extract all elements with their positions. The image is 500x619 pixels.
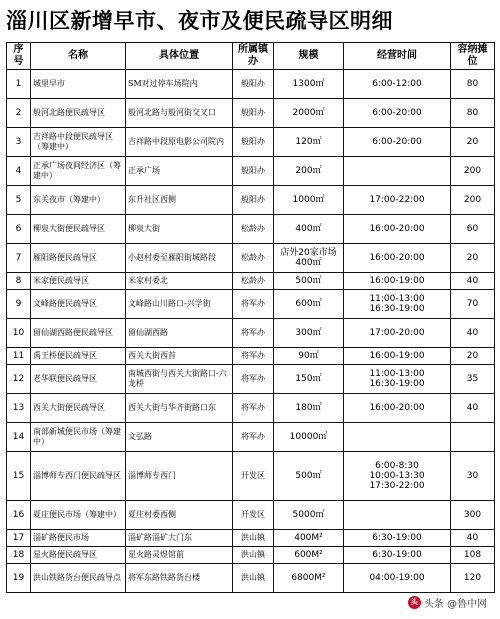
cell-district: 松龄办 [233, 244, 274, 273]
cell-stalls: 40 [451, 394, 495, 423]
cell-scale: 90㎡ [274, 348, 344, 365]
cell-district: 将军办 [233, 394, 274, 423]
table-row [7, 290, 495, 319]
cell-hours: 17:00-20:00 [344, 319, 451, 348]
cell-location: 留仙湖西路 [126, 319, 233, 348]
cell-name: 般河北路便民疏导区 [31, 99, 126, 128]
cell-hours: 16:00-19:00 [344, 348, 451, 365]
cell-index: 11 [7, 348, 31, 365]
table-row [7, 365, 495, 394]
cell-location: 淄矿路淄矿大门东 [126, 530, 233, 547]
cell-district: 将军办 [233, 319, 274, 348]
cell-index: 8 [7, 273, 31, 290]
cell-hours: 16:00-20:00 [344, 244, 451, 273]
cell-scale: 300㎡ [274, 319, 344, 348]
cell-stalls: 60 [451, 215, 495, 244]
table-row [7, 99, 495, 128]
col-header-hours: 经营时间 [344, 43, 451, 70]
cell-stalls: 40 [451, 273, 495, 290]
cell-hours: 6:00-20:00 [344, 99, 451, 128]
table-row [7, 186, 495, 215]
cell-index: 10 [7, 319, 31, 348]
cell-district: 洪山镇 [233, 547, 274, 564]
cell-name: 吉祥路中段便民疏导区（筹建中） [31, 128, 126, 157]
cell-district: 将军办 [233, 348, 274, 365]
cell-stalls: 20 [451, 128, 495, 157]
cell-name: 西关大街便民疏导区 [31, 394, 126, 423]
cell-district: 将军办 [233, 365, 274, 394]
cell-district: 般阳办 [233, 157, 274, 186]
cell-stalls: 120 [451, 564, 495, 593]
cell-stalls: 40 [451, 319, 495, 348]
cell-location: 米家村委北 [126, 273, 233, 290]
table-body [7, 70, 495, 593]
cell-name: 淄博师专西门便民疏导区 [31, 452, 126, 501]
col-header-name: 名称 [31, 43, 126, 70]
cell-name: 留仙湖西路便民疏导区 [31, 319, 126, 348]
cell-stalls [451, 423, 495, 452]
cell-hours: 6:30-19:00 [344, 547, 451, 564]
cell-name: 淄矿路便民市场 [31, 530, 126, 547]
table-row [7, 70, 495, 99]
cell-district: 般阳办 [233, 70, 274, 99]
cell-index: 3 [7, 128, 31, 157]
cell-hours: 11:00-13:00 16:30-19:00 [344, 365, 451, 394]
cell-hours [344, 501, 451, 530]
cell-scale: 1300㎡ [274, 70, 344, 99]
table-row [7, 394, 495, 423]
cell-name: 正承广场夜间经济区（筹建中） [31, 157, 126, 186]
col-header-index: 序号 [7, 43, 31, 70]
cell-name: 夏庄便民市场（筹建中） [31, 501, 126, 530]
cell-stalls: 40 [451, 530, 495, 547]
cell-location: 文弘路 [126, 423, 233, 452]
cell-location: 西关大街与华齐街路口东 [126, 394, 233, 423]
table-row [7, 273, 495, 290]
cell-index: 19 [7, 564, 31, 593]
cell-hours: 16:00-20:00 [344, 215, 451, 244]
cell-hours: 16:00-20:00 [344, 394, 451, 423]
cell-scale: 400㎡ [274, 215, 344, 244]
cell-district: 般阳办 [233, 128, 274, 157]
col-header-stalls: 容纳摊位 [451, 43, 495, 70]
cell-location: 般河北路与般河街交叉口 [126, 99, 233, 128]
watermark-text: 头条 @鲁中网 [423, 598, 487, 610]
cell-location: SM对过停车场院内 [126, 70, 233, 99]
cell-index: 18 [7, 547, 31, 564]
cell-district: 般阳办 [233, 99, 274, 128]
cell-index: 9 [7, 290, 31, 319]
cell-index: 16 [7, 501, 31, 530]
cell-hours: 17:00-22:00 [344, 186, 451, 215]
cell-district: 松龄办 [233, 215, 274, 244]
cell-hours [344, 423, 451, 452]
cell-name: 文峰路便民疏导区 [31, 290, 126, 319]
cell-scale: 150㎡ [274, 365, 344, 394]
watermark [405, 593, 490, 611]
cell-name: 东关夜市（筹建中） [31, 186, 126, 215]
cell-index: 7 [7, 244, 31, 273]
cell-scale: 店外20家市场400㎡ [274, 244, 344, 273]
cell-scale: 120㎡ [274, 128, 344, 157]
cell-scale: 500㎡ [274, 273, 344, 290]
cell-location: 西关大街西首 [126, 348, 233, 365]
cell-index: 13 [7, 394, 31, 423]
table-row [7, 157, 495, 186]
cell-hours: 6:00-8:30 10:00-13:30 17:30-22:00 [344, 452, 451, 501]
cell-location: 小赵村委至雁阳街城路段 [126, 244, 233, 273]
cell-stalls: 20 [451, 348, 495, 365]
cell-index: 12 [7, 365, 31, 394]
cell-location: 淄博师专西门 [126, 452, 233, 501]
market-table [6, 42, 495, 593]
cell-name: 禹王桥便民疏导区 [31, 348, 126, 365]
cell-index: 17 [7, 530, 31, 547]
cell-stalls: 80 [451, 70, 495, 99]
cell-index: 1 [7, 70, 31, 99]
cell-scale: 200㎡ [274, 157, 344, 186]
cell-stalls: 108 [451, 547, 495, 564]
cell-stalls: 70 [451, 290, 495, 319]
cell-location: 吉祥路中段原电影公司院内 [126, 128, 233, 157]
table-row [7, 452, 495, 501]
col-header-location: 具体位置 [126, 43, 233, 70]
cell-district: 般阳办 [233, 186, 274, 215]
table-row [7, 423, 495, 452]
table-row [7, 128, 495, 157]
cell-name: 米家便民疏导区 [31, 273, 126, 290]
table-row [7, 244, 495, 273]
cell-scale: 600㎡ [274, 290, 344, 319]
cell-district: 松龄办 [233, 273, 274, 290]
cell-hours: 6:30-19:00 [344, 530, 451, 547]
cell-location: 柳泉大街 [126, 215, 233, 244]
table-row [7, 564, 495, 593]
cell-hours [344, 157, 451, 186]
cell-location: 将军东路铁路货台楼 [126, 564, 233, 593]
cell-index: 5 [7, 186, 31, 215]
cell-stalls: 80 [451, 99, 495, 128]
cell-district: 开发区 [233, 452, 274, 501]
cell-hours: 04:00-19:00 [344, 564, 451, 593]
cell-name: 老华联便民疏导区 [31, 365, 126, 394]
cell-stalls: 200 [451, 186, 495, 215]
table-row [7, 348, 495, 365]
cell-hours: 6:00-12:00 [344, 70, 451, 99]
cell-name: 柳泉大街便民疏导区 [31, 215, 126, 244]
table-row [7, 215, 495, 244]
cell-index: 2 [7, 99, 31, 128]
cell-stalls: 30 [451, 452, 495, 501]
cell-location: 夏庄村委西侧 [126, 501, 233, 530]
cell-hours: 11:00-13:00 16:30-19:00 [344, 290, 451, 319]
cell-scale: 600M² [274, 547, 344, 564]
cell-district: 洪山镇 [233, 564, 274, 593]
cell-district: 洪山镇 [233, 530, 274, 547]
cell-location: 东升社区西侧 [126, 186, 233, 215]
cell-location: 星火路灵煜馆前 [126, 547, 233, 564]
cell-scale: 1000㎡ [274, 186, 344, 215]
cell-name: 雁阳路便民疏导区 [31, 244, 126, 273]
table-row [7, 319, 495, 348]
cell-scale: 500㎡ [274, 452, 344, 501]
cell-index: 6 [7, 215, 31, 244]
toutiao-logo-icon: 头 [408, 596, 421, 609]
table-row [7, 547, 495, 564]
cell-hours: 16:00-19:00 [344, 273, 451, 290]
table-row [7, 501, 495, 530]
table-row [7, 530, 495, 547]
cell-name: 洪山铁路货台便民疏导点 [31, 564, 126, 593]
cell-hours: 6:00-20:00 [344, 128, 451, 157]
cell-scale: 2000㎡ [274, 99, 344, 128]
page-title: 淄川区新增早市、夜市及便民疏导区明细 [6, 9, 393, 33]
cell-location: 正承广场 [126, 157, 233, 186]
table-header-row [7, 43, 495, 70]
cell-index: 4 [7, 157, 31, 186]
col-header-scale: 规模 [274, 43, 344, 70]
cell-district: 开发区 [233, 501, 274, 530]
cell-location: 文峰路山川路口-兴学街 [126, 290, 233, 319]
cell-scale: 5000㎡ [274, 501, 344, 530]
cell-name: 星火路便民疏导区 [31, 547, 126, 564]
cell-stalls: 200 [451, 157, 495, 186]
cell-scale: 10000㎡ [274, 423, 344, 452]
cell-stalls: 300 [451, 501, 495, 530]
cell-index: 15 [7, 452, 31, 501]
cell-name: 城里早市 [31, 70, 126, 99]
cell-scale: 6800M² [274, 564, 344, 593]
cell-scale: 180㎡ [274, 394, 344, 423]
cell-name: 南部新城便民市场（筹建中） [31, 423, 126, 452]
cell-index: 14 [7, 423, 31, 452]
cell-location: 南城西街与西关大街路口-六龙桥 [126, 365, 233, 394]
cell-district: 将军办 [233, 290, 274, 319]
cell-stalls: 35 [451, 365, 495, 394]
col-header-district: 所属镇办 [233, 43, 274, 70]
cell-stalls: 20 [451, 244, 495, 273]
cell-district: 将军办 [233, 423, 274, 452]
cell-scale: 400M² [274, 530, 344, 547]
